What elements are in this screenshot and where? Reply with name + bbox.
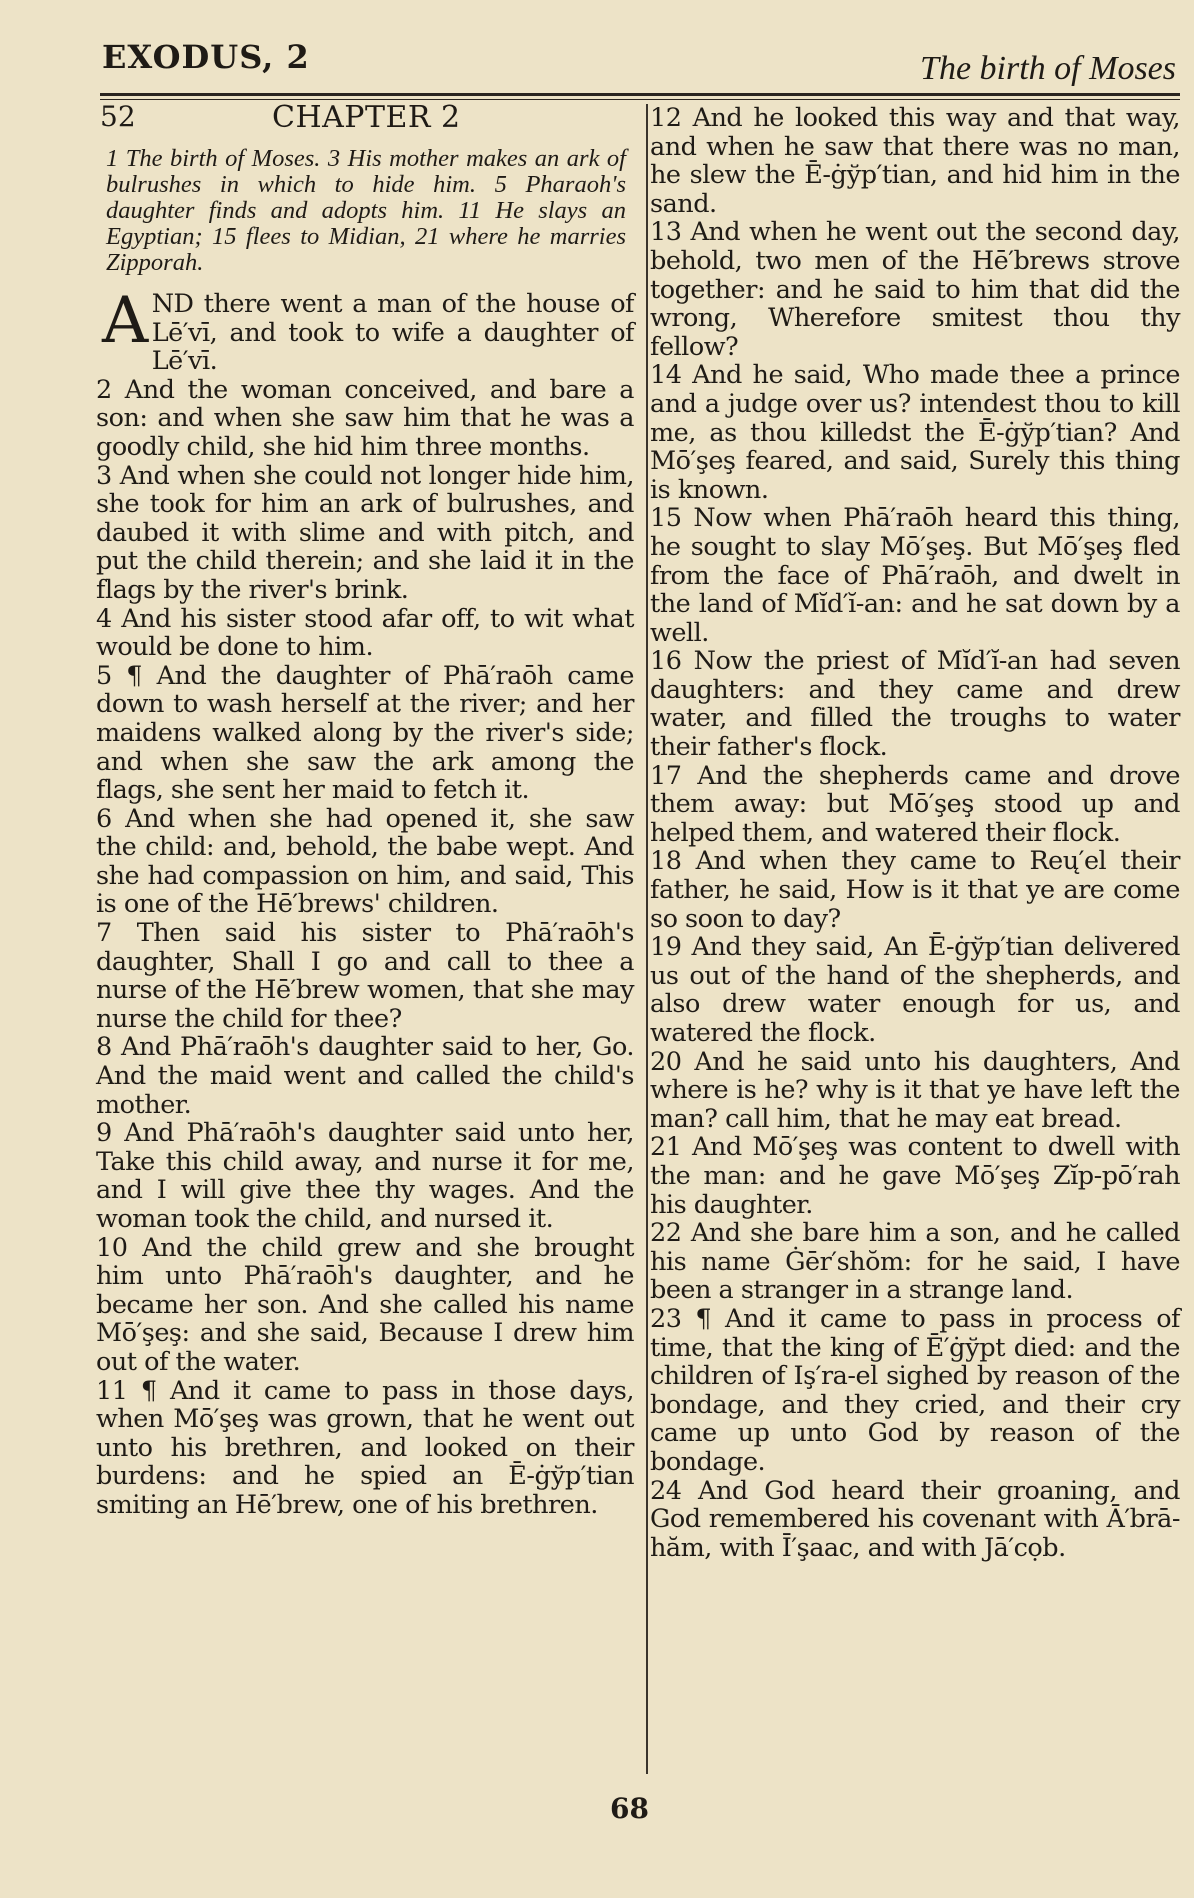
- verse: 5 ¶ And the daughter of Phā′raōh came down to wash herself at the river; and her maidens walked along by the river's side; and when she saw the ark among the flags, she sent her maid to fetch it.: [96, 660, 634, 806]
- verse: 18 And when they came to Reų′el their father, he said, How is it that ye are come so soon to day?: [650, 846, 1180, 934]
- page-number: 68: [610, 1792, 649, 1825]
- left-column: [96, 100, 634, 1520]
- verse: 4 And his sister stood afar off, to wit what would be done to him.: [96, 603, 634, 663]
- verse: 14 And he said, Who made thee a prince and a judge over us? intendest thou to kill me, as thou killedst the Ē-ġўp′tian? And Mō′şeş feared, and said, Surely this thing is known.: [650, 360, 1180, 505]
- right-column: [650, 104, 1180, 1562]
- chapter-number: 52: [100, 100, 136, 133]
- chapter-title: CHAPTER 2: [272, 100, 461, 135]
- verse: 10 And the child grew and she brought him unto Phā′raōh's daughter, and he became her son. And she called his name Mō′şeş: and she said, Because I drew him out of the water.: [96, 1232, 634, 1377]
- running-header-topic: The birth of Moses: [920, 50, 1176, 87]
- verse: 7 Then said his sister to Phā′raōh's daughter, Shall I go and call to thee a nurse of the Hē′brew women, that she may nurse the child for thee?: [96, 918, 634, 1034]
- verse: 16 Now the priest of Mĭd′ĭ-an had seven daughters: and they came and drew water, and filled the troughs to water their father's flock.: [650, 646, 1180, 763]
- verse: 19 And they said, An Ē-ġўp′tian delivered us out of the hand of the shepherds, and also drew water enough for us, and watered the flock.: [650, 932, 1180, 1048]
- verse: 2 And the woman conceived, and bare a son: and when she saw him that he was a goodly child, she hid him three months.: [96, 374, 634, 462]
- verse: 21 And Mō′şeş was content to dwell with the man: and he gave Mō′şeş Zĭp-pō′rah his daughter.: [650, 1132, 1180, 1220]
- verse: 13 And when he went out the second day, behold, two men of the Hē′brews strove together: and he said to him that did the wrong, Wherefore smitest thou thy fellow?: [650, 217, 1180, 362]
- verse: 23 ¶ And it came to pass in process of time, that the king of Ē′ġўpt died: and the children of Iş′ra-el sighed by reason of the bondage, and they cried, and their cry came up unto God by reason of the bondage.: [650, 1303, 1180, 1477]
- verse: 6 And when she had opened it, she saw the child: and, behold, the babe wept. And she had compassion on him, and said, This is one of the Hē′brews' children.: [96, 803, 634, 920]
- verse: 9 And Phā′raōh's daughter said unto her, Take this child away, and nurse it for me, and I will give thee thy wages. And the woman took the child, and nursed it.: [96, 1118, 634, 1234]
- verse: 22 And she bare him a son, and he called his name Ġēr′shŏm: for he said, I have been a stranger in a strange land.: [650, 1218, 1180, 1306]
- verse: 12 And he looked this way and that way, and when he saw that there was no man, he slew the Ē-ġўp′tian, and hid him in the sand.: [650, 103, 1180, 219]
- verse: 3 And when she could not longer hide him, she took for him an ark of bulrushes, and daubed it with slime and with pitch, and put the child therein; and she laid it in the flags by the river's brink.: [96, 460, 634, 605]
- verse-1: [96, 284, 634, 377]
- verse-1-smallcaps: ND: [151, 289, 194, 319]
- verse: 24 And God heard their groaning, and God remembered his covenant with Ā′brā-hăm, with Ī′şaac, and with Jā′cọb.: [650, 1475, 1180, 1563]
- column-divider: [646, 104, 648, 1774]
- verse-1-text: there went a man of the house of Lē′vī, and took to wife a daughter of Lē′vī.: [151, 289, 634, 377]
- running-header-book: EXODUS, 2: [102, 38, 310, 76]
- drop-cap: A: [102, 284, 148, 358]
- chapter-heading: [96, 100, 634, 140]
- verse: 20 And he said unto his daughters, And where is he? why is it that ye have left the man? call him, that he may eat bread.: [650, 1046, 1180, 1134]
- verse: 15 Now when Phā′raōh heard this thing, he sought to slay Mō′şeş. But Mō′şeş fled from the face of Phā′raōh, and dwelt in the land of Mĭd′ĭ-an: and he sat down by a well.: [650, 503, 1180, 648]
- verse: 8 And Phā′raōh's daughter said to her, Go. And the maid went and called the child's mother.: [96, 1032, 634, 1120]
- chapter-synopsis: 1 The birth of Moses. 3 His mother makes an ark of bulrushes in which to hide him. 5 Pharaoh's daughter finds and adopts him. 11 He slays an Egyptian; 15 flees to Midian, 21 where he marries Zipporah.: [106, 145, 626, 276]
- header-rule: [100, 93, 1180, 96]
- verse: 11 ¶ And it came to pass in those days, when Mō′şeş was grown, that he went out unto his brethren, and looked on their burdens: and he spied an Ē-ġўp′tian smiting an Hē′brew, one of his brethren.: [96, 1375, 634, 1520]
- verse: 17 And the shepherds came and drove them away: but Mō′şeş stood up and helped them, and watered their flock.: [650, 760, 1180, 848]
